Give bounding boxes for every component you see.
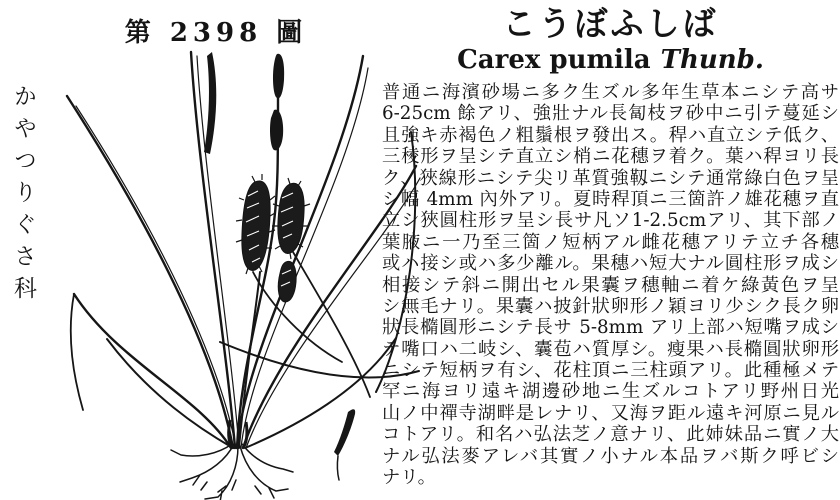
description-text xyxy=(382,82,839,488)
latin-author: Thunb. xyxy=(660,45,764,75)
body-text-line: 葉腋ニ一乃至三箇ノ短柄アル雌花穗アリテ立チ各穗 xyxy=(382,231,839,253)
plant-name-kana: こうぼふしば xyxy=(502,4,719,43)
body-text-line: シ無毛ナリ。果囊ハ披針狀卵形ノ穎ヨリ少シク長ク卵 xyxy=(382,295,839,317)
plant-illustration xyxy=(50,40,428,500)
body-text-line: テ嘴口ハ二岐シ、囊苞ハ質厚シ。瘦果ハ長橢圓狀卵形 xyxy=(382,338,839,360)
body-text-line: 或ハ接シ或ハ多少離ル。果穗ハ短大ナル圓柱形ヲ成シ xyxy=(382,253,839,275)
body-text-line: 狀長橢圓形ニシテ長サ 5-8mm アリ上部ハ短嘴ヲ成シ xyxy=(382,317,839,339)
body-text-line: 且強キ赤褐色ノ粗鬚根ヲ發出ス。稈ハ直立シテ低ク、 xyxy=(382,124,839,146)
body-text-line: 立シ狹圓柱形ヲ呈シ長サ凡ソ1-2.5cmアリ、其下部ノ xyxy=(382,210,839,232)
body-text-line: 相接シテ斜ニ開出セル果囊ヲ穗軸ニ着ケ綠黃色ヲ呈 xyxy=(382,274,839,296)
carex-pumila-drawing-icon xyxy=(50,40,428,500)
body-text-line: 山ノ中禪寺湖畔是レナリ、又海ヲ距ル遠キ河原ニ見ル xyxy=(382,402,839,424)
body-text-line: 罕ニ海ヨリ遠キ湖邊砂地ニ生ズルコトアリ野州日光 xyxy=(382,381,839,403)
species-article xyxy=(382,4,839,488)
family-name-vertical-label: かやつりぐさ科 xyxy=(10,84,36,308)
body-text-line: 6-25cm 餘アリ、強壯ナル長匐枝ヲ砂中ニ引テ蔓延シ xyxy=(382,103,839,125)
body-text-line: ナリ。 xyxy=(382,467,436,489)
latin-genus-species: Carex pumila xyxy=(457,45,651,75)
body-text-line: ニシテ短柄ヲ有シ、花柱頂ニ三柱頭アリ。此種極メテ xyxy=(382,360,839,382)
body-text-line: シ幅 4mm 內外アリ。夏時稈頂ニ三箇許ノ雄花穗ヲ直 xyxy=(382,188,839,210)
body-text-line: ク、狹線形ニシテ尖リ革質強靱ニシテ通常綠白色ヲ呈 xyxy=(382,167,839,189)
body-text-line: ナル弘法麥アレバ其實ノ小ナル本品ヲバ斯ク呼ビシ xyxy=(382,445,839,467)
body-text-line: 普通ニ海濱砂場ニ多ク生ズル多年生草本ニシテ高サ xyxy=(382,82,839,103)
body-text-line: コトアリ。和名ハ弘法芝ノ意ナリ、此姉妹品ニ實ノ大 xyxy=(382,424,839,446)
figure-number-caption: 第 2398 圖 xyxy=(124,18,308,48)
latin-name xyxy=(382,45,839,75)
body-text-line: 三稜形ヲ呈シテ直立シ梢ニ花穗ヲ着ク。葉ハ稈ヨリ長 xyxy=(382,146,839,168)
